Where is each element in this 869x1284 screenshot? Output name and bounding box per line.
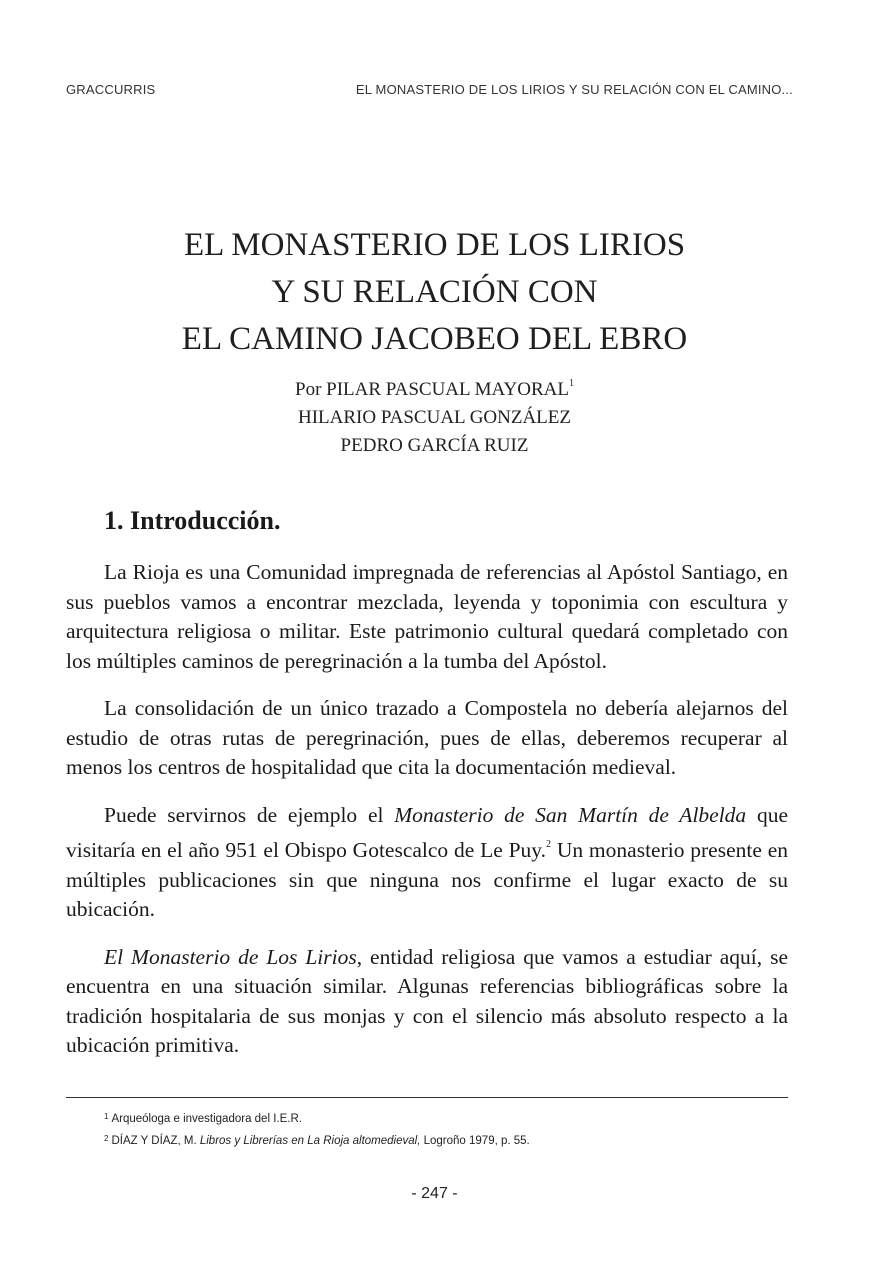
footnote-1-text: Arqueóloga e investigadora del I.E.R. — [111, 1113, 302, 1125]
footnote-1 — [104, 1107, 794, 1129]
article-title — [0, 222, 869, 363]
body-text — [66, 558, 788, 1079]
footnote-2-italic: Libros y Librerías en La Rioja altomedieval, — [199, 1135, 421, 1147]
paragraph-4-italic: El Monasterio de Los Lirios — [104, 944, 357, 969]
footnote-separator — [66, 1097, 788, 1098]
author-1-name: Por PILAR PASCUAL MAYORAL — [295, 379, 569, 400]
article-title-line-2: Y SU RELACIÓN CON — [271, 274, 598, 310]
page-number: - 247 - — [411, 1185, 458, 1202]
footnote-2-text-a: DÍAZ Y DÍAZ, M. — [111, 1135, 200, 1147]
footnote-1-mark: 1 — [104, 1112, 109, 1121]
paragraph-3-text-c: Un monasterio presente en múltiples publicaciones sin que ninguna nos confirme el lugar exacto de su ubicación. — [66, 838, 789, 921]
author-list — [0, 370, 869, 460]
paragraph-4 — [66, 943, 788, 1061]
running-head-journal: GRACCURRIS — [66, 82, 156, 97]
footnote-2-text-b: Logroño 1979, p. 55. — [420, 1135, 530, 1147]
footnote-ref-2: 2 — [546, 839, 552, 850]
paragraph-3-text-a: Puede servirnos de ejemplo el — [104, 802, 395, 827]
footnotes — [104, 1107, 794, 1151]
paragraph-4-text: , entidad religiosa que vamos a estudiar aquí, se encuentra en una situación similar. Algunas referencias bibliográficas sobre la tradición hospitalaria de sus monjas y con el silencio más absoluto respecto a la ubicación primitiva. — [66, 944, 788, 1057]
paragraph-3-text-b: que visitaría en el año 951 el Obispo Gotescalco de Le Puy. — [66, 802, 788, 862]
author-1 — [0, 370, 869, 404]
paragraph-2: La consolidación de un único trazado a Compostela no debería alejarnos del estudio de otras rutas de peregrinación, pues de ellas, deberemos recuperar al menos los centros de hospitalidad que cita la documentación medieval. — [66, 696, 788, 779]
author-2: HILARIO PASCUAL GONZÁLEZ — [297, 407, 572, 428]
footnote-2 — [104, 1129, 794, 1151]
paragraph-3 — [66, 801, 788, 925]
article-title-line-3: EL CAMINO JACOBEO DEL EBRO — [181, 321, 688, 357]
footnote-ref-1: 1 — [568, 378, 574, 389]
footnote-2-mark: 2 — [104, 1134, 109, 1143]
author-3: PEDRO GARCÍA RUIZ — [340, 435, 529, 456]
paragraph-1: La Rioja es una Comunidad impregnada de referencias al Apóstol Santiago, en sus pueblos vamos a encontrar mezclada, leyenda y toponimia con escultura y arquitectura religiosa o militar. Este patrimonio cultural quedará completado con los múltiples caminos de peregrinación a la tumba del Apóstol. — [66, 560, 788, 673]
paragraph-3-italic: Monasterio de San Martín de Albelda — [394, 802, 747, 827]
section-heading: 1. Introducción. — [104, 506, 281, 535]
article-title-line-1: EL MONASTERIO DE LOS LIRIOS — [183, 227, 686, 263]
running-head-article-title: EL MONASTERIO DE LOS LIRIOS Y SU RELACIÓN CON EL CAMINO... — [355, 82, 793, 97]
